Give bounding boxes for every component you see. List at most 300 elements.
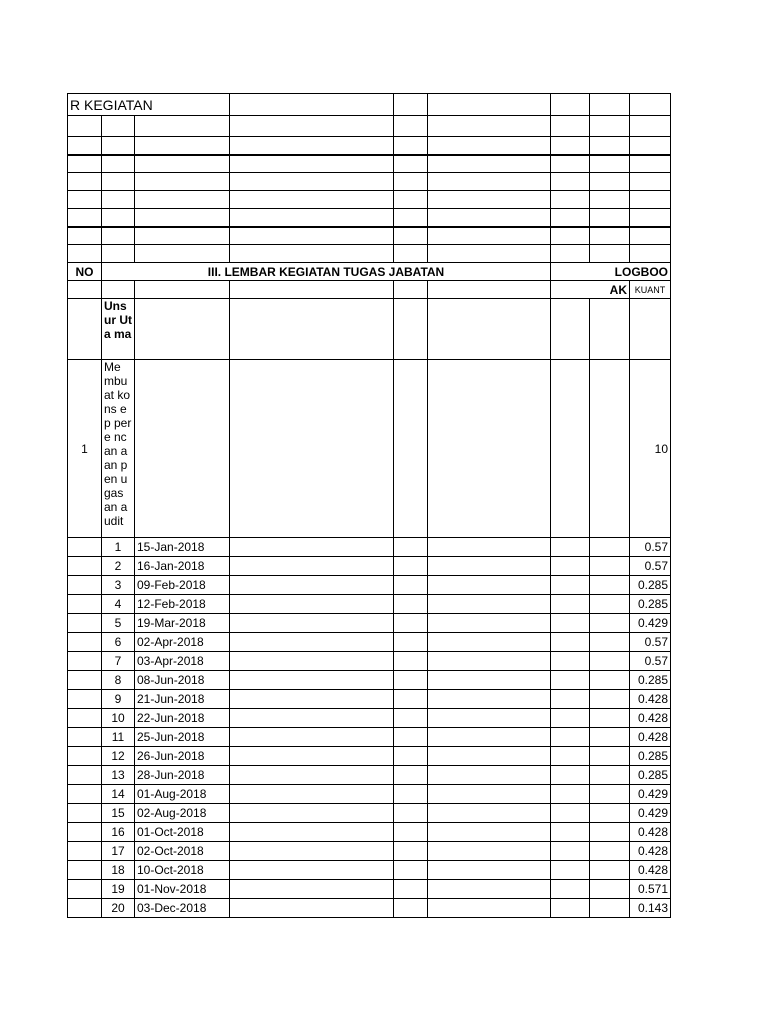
cell[interactable]: [590, 227, 630, 245]
cell[interactable]: [630, 116, 671, 137]
cell[interactable]: [68, 191, 102, 209]
cell[interactable]: [551, 766, 590, 785]
cell[interactable]: [394, 709, 428, 728]
cell[interactable]: [428, 899, 551, 918]
cell[interactable]: [68, 557, 102, 576]
cell[interactable]: [590, 785, 630, 804]
cell[interactable]: [590, 360, 630, 538]
cell[interactable]: [428, 614, 551, 633]
cell[interactable]: [428, 209, 551, 227]
cell[interactable]: [551, 576, 590, 595]
row-date[interactable]: 01-Oct-2018: [135, 823, 230, 842]
cell[interactable]: [630, 191, 671, 209]
row-date[interactable]: 22-Jun-2018: [135, 709, 230, 728]
cell[interactable]: [551, 614, 590, 633]
cell[interactable]: [68, 633, 102, 652]
cell[interactable]: [428, 155, 551, 173]
cell[interactable]: [428, 709, 551, 728]
cell[interactable]: [551, 155, 590, 173]
cell[interactable]: [428, 633, 551, 652]
row-value[interactable]: 0.285: [630, 766, 671, 785]
row-date[interactable]: 28-Jun-2018: [135, 766, 230, 785]
row-value[interactable]: 0.428: [630, 709, 671, 728]
table-row: [68, 690, 671, 709]
cell[interactable]: [590, 538, 630, 557]
cell[interactable]: [551, 538, 590, 557]
row-date[interactable]: 16-Jan-2018: [135, 557, 230, 576]
cell[interactable]: [230, 614, 394, 633]
cell[interactable]: [68, 245, 102, 263]
cell[interactable]: [630, 173, 671, 191]
cell[interactable]: [551, 227, 590, 245]
cell[interactable]: [630, 137, 671, 155]
cell[interactable]: [590, 671, 630, 690]
cell[interactable]: [590, 766, 630, 785]
row-date[interactable]: 15-Jan-2018: [135, 538, 230, 557]
cell[interactable]: [590, 209, 630, 227]
cell[interactable]: [230, 245, 394, 263]
cell[interactable]: [428, 804, 551, 823]
cell[interactable]: [68, 728, 102, 747]
cell[interactable]: [135, 245, 230, 263]
row-number[interactable]: 1: [102, 538, 135, 557]
cell[interactable]: [394, 690, 428, 709]
cell[interactable]: [135, 137, 230, 155]
cell[interactable]: [394, 671, 428, 690]
row-number[interactable]: 14: [102, 785, 135, 804]
row-date[interactable]: 03-Dec-2018: [135, 899, 230, 918]
cell[interactable]: [102, 209, 135, 227]
cell[interactable]: [590, 191, 630, 209]
cell[interactable]: [230, 191, 394, 209]
cell[interactable]: [590, 899, 630, 918]
cell[interactable]: [230, 227, 394, 245]
cell[interactable]: [590, 137, 630, 155]
cell[interactable]: [394, 728, 428, 747]
cell[interactable]: [394, 173, 428, 191]
blank-row: [68, 155, 671, 173]
cell[interactable]: [551, 690, 590, 709]
cell[interactable]: [230, 173, 394, 191]
cell[interactable]: [551, 633, 590, 652]
table-row: [68, 709, 671, 728]
cell[interactable]: [590, 861, 630, 880]
cell[interactable]: [68, 173, 102, 191]
row-value[interactable]: 0.429: [630, 804, 671, 823]
header-no[interactable]: NO: [68, 263, 102, 281]
cell[interactable]: [230, 899, 394, 918]
cell[interactable]: [230, 116, 394, 137]
table-row: [68, 652, 671, 671]
cell[interactable]: [394, 227, 428, 245]
cell[interactable]: [551, 209, 590, 227]
row-date[interactable]: 02-Aug-2018: [135, 804, 230, 823]
cell[interactable]: [428, 880, 551, 899]
row-date[interactable]: 02-Apr-2018: [135, 633, 230, 652]
cell[interactable]: [394, 652, 428, 671]
table-row: [68, 633, 671, 652]
cell[interactable]: [590, 557, 630, 576]
row-number[interactable]: 2: [102, 557, 135, 576]
cell[interactable]: [590, 804, 630, 823]
cell[interactable]: [135, 360, 230, 538]
cell[interactable]: [68, 880, 102, 899]
cell[interactable]: [102, 155, 135, 173]
cell[interactable]: [551, 861, 590, 880]
row-number[interactable]: 18: [102, 861, 135, 880]
cell[interactable]: [551, 899, 590, 918]
logbook-header[interactable]: LOGBOO: [551, 263, 671, 281]
cell[interactable]: [428, 281, 551, 299]
cell[interactable]: [230, 842, 394, 861]
sheet-title[interactable]: R KEGIATAN: [68, 94, 230, 116]
cell[interactable]: [551, 880, 590, 899]
cell[interactable]: [551, 245, 590, 263]
cell[interactable]: [230, 299, 394, 360]
row-value[interactable]: 0.285: [630, 576, 671, 595]
cell[interactable]: [394, 209, 428, 227]
row-value[interactable]: 0.571: [630, 880, 671, 899]
cell[interactable]: [135, 209, 230, 227]
cell[interactable]: [590, 614, 630, 633]
row-date[interactable]: 09-Feb-2018: [135, 576, 230, 595]
row-number[interactable]: 6: [102, 633, 135, 652]
row-number[interactable]: 4: [102, 595, 135, 614]
table-row: [68, 614, 671, 633]
cell[interactable]: [551, 804, 590, 823]
cell[interactable]: [551, 747, 590, 766]
row-date[interactable]: 08-Jun-2018: [135, 671, 230, 690]
cell[interactable]: [68, 155, 102, 173]
blank-row: [68, 209, 671, 227]
cell[interactable]: [68, 281, 102, 299]
cell[interactable]: [102, 116, 135, 137]
cell[interactable]: [551, 842, 590, 861]
row-date[interactable]: 01-Nov-2018: [135, 880, 230, 899]
cell[interactable]: [551, 823, 590, 842]
cell[interactable]: [68, 652, 102, 671]
row-value[interactable]: 0.57: [630, 633, 671, 652]
cell[interactable]: [102, 281, 135, 299]
cell[interactable]: [630, 155, 671, 173]
cell[interactable]: [230, 633, 394, 652]
cell[interactable]: [428, 173, 551, 191]
cell[interactable]: [590, 633, 630, 652]
cell[interactable]: [394, 576, 428, 595]
cell[interactable]: [551, 728, 590, 747]
cell[interactable]: [230, 728, 394, 747]
row-value[interactable]: 0.428: [630, 823, 671, 842]
row-date[interactable]: 12-Feb-2018: [135, 595, 230, 614]
cell[interactable]: [230, 360, 394, 538]
cell[interactable]: [590, 245, 630, 263]
cell[interactable]: [68, 137, 102, 155]
cell[interactable]: [102, 137, 135, 155]
cell[interactable]: [590, 576, 630, 595]
row-value[interactable]: 0.285: [630, 747, 671, 766]
cell[interactable]: [135, 191, 230, 209]
cell[interactable]: [551, 173, 590, 191]
cell[interactable]: [230, 137, 394, 155]
cell[interactable]: [230, 823, 394, 842]
cell[interactable]: [394, 880, 428, 899]
cell[interactable]: [102, 245, 135, 263]
row-number[interactable]: 13: [102, 766, 135, 785]
row-value[interactable]: 0.285: [630, 671, 671, 690]
cell[interactable]: [590, 880, 630, 899]
row-number[interactable]: 20: [102, 899, 135, 918]
cell[interactable]: [68, 614, 102, 633]
cell[interactable]: [428, 245, 551, 263]
cell[interactable]: [394, 360, 428, 538]
cell[interactable]: [230, 595, 394, 614]
cell[interactable]: [590, 709, 630, 728]
cell[interactable]: [394, 538, 428, 557]
row-number[interactable]: 8: [102, 671, 135, 690]
cell[interactable]: [590, 116, 630, 137]
cell[interactable]: [590, 652, 630, 671]
cell[interactable]: [394, 557, 428, 576]
cell[interactable]: [102, 173, 135, 191]
row-value[interactable]: 0.57: [630, 557, 671, 576]
cell[interactable]: [428, 576, 551, 595]
cell[interactable]: [428, 823, 551, 842]
cell[interactable]: [68, 709, 102, 728]
table-row: [68, 576, 671, 595]
row-number[interactable]: 19: [102, 880, 135, 899]
cell[interactable]: [428, 191, 551, 209]
cell[interactable]: [230, 766, 394, 785]
row-value[interactable]: 0.428: [630, 690, 671, 709]
row-date[interactable]: 03-Apr-2018: [135, 652, 230, 671]
cell[interactable]: [394, 299, 428, 360]
cell[interactable]: [428, 360, 551, 538]
cell[interactable]: [68, 576, 102, 595]
row-date[interactable]: 19-Mar-2018: [135, 614, 230, 633]
cell[interactable]: [630, 299, 671, 360]
cell[interactable]: [551, 652, 590, 671]
section-title[interactable]: III. LEMBAR KEGIATAN TUGAS JABATAN: [102, 263, 551, 281]
blank-row: [68, 245, 671, 263]
cell[interactable]: [230, 576, 394, 595]
cell[interactable]: [551, 557, 590, 576]
cell[interactable]: [230, 804, 394, 823]
cell[interactable]: [428, 785, 551, 804]
cell[interactable]: [394, 899, 428, 918]
cell[interactable]: [551, 785, 590, 804]
cell[interactable]: [394, 155, 428, 173]
cell[interactable]: [230, 155, 394, 173]
cell[interactable]: [135, 281, 230, 299]
cell[interactable]: [630, 209, 671, 227]
cell[interactable]: [394, 245, 428, 263]
cell[interactable]: [590, 155, 630, 173]
cell[interactable]: [230, 652, 394, 671]
row-number[interactable]: 11: [102, 728, 135, 747]
cell[interactable]: [394, 633, 428, 652]
cell[interactable]: [551, 709, 590, 728]
cell[interactable]: [102, 227, 135, 245]
cell[interactable]: [394, 137, 428, 155]
cell[interactable]: [394, 823, 428, 842]
cell[interactable]: [428, 227, 551, 245]
row-number[interactable]: 7: [102, 652, 135, 671]
cell[interactable]: [394, 804, 428, 823]
cell[interactable]: [68, 785, 102, 804]
cell[interactable]: [68, 861, 102, 880]
cell[interactable]: [590, 728, 630, 747]
cell[interactable]: [590, 595, 630, 614]
cell[interactable]: [590, 690, 630, 709]
cell[interactable]: [551, 360, 590, 538]
row-number[interactable]: 15: [102, 804, 135, 823]
cell[interactable]: [428, 538, 551, 557]
cell[interactable]: [428, 690, 551, 709]
cell[interactable]: [68, 842, 102, 861]
cell[interactable]: [68, 299, 102, 360]
row-date[interactable]: 26-Jun-2018: [135, 747, 230, 766]
cell[interactable]: [230, 209, 394, 227]
row-value[interactable]: 0.429: [630, 785, 671, 804]
cell[interactable]: [230, 861, 394, 880]
cell[interactable]: [135, 155, 230, 173]
cell[interactable]: [394, 116, 428, 137]
cell[interactable]: [551, 595, 590, 614]
cell[interactable]: [102, 191, 135, 209]
cell[interactable]: [230, 281, 394, 299]
cell[interactable]: [68, 804, 102, 823]
cell[interactable]: [590, 173, 630, 191]
cell[interactable]: [68, 766, 102, 785]
unsur-row: [68, 299, 671, 360]
cell[interactable]: [428, 842, 551, 861]
row-date[interactable]: 25-Jun-2018: [135, 728, 230, 747]
logbook-sheet: [67, 93, 671, 918]
unsur-label[interactable]: Uns ur Uta ma: [102, 299, 135, 360]
cell[interactable]: [394, 766, 428, 785]
cell[interactable]: [135, 116, 230, 137]
cell[interactable]: [551, 299, 590, 360]
cell[interactable]: [394, 747, 428, 766]
ak-header[interactable]: AK: [551, 281, 630, 299]
cell[interactable]: [428, 766, 551, 785]
cell[interactable]: [630, 94, 671, 116]
row-value[interactable]: 0.57: [630, 652, 671, 671]
cell[interactable]: [551, 94, 590, 116]
cell[interactable]: [68, 823, 102, 842]
cell[interactable]: [590, 842, 630, 861]
cell[interactable]: [428, 728, 551, 747]
cell[interactable]: [68, 227, 102, 245]
cell[interactable]: [590, 747, 630, 766]
cell[interactable]: [394, 861, 428, 880]
cell[interactable]: [68, 671, 102, 690]
cell[interactable]: [68, 209, 102, 227]
cell[interactable]: [230, 747, 394, 766]
cell[interactable]: [230, 690, 394, 709]
cell[interactable]: [394, 785, 428, 804]
cell[interactable]: [428, 557, 551, 576]
cell[interactable]: [551, 116, 590, 137]
cell[interactable]: [68, 899, 102, 918]
cell[interactable]: [428, 652, 551, 671]
cell[interactable]: [394, 94, 428, 116]
cell[interactable]: [590, 94, 630, 116]
row-value[interactable]: 0.428: [630, 728, 671, 747]
cell[interactable]: [428, 671, 551, 690]
cell[interactable]: [394, 191, 428, 209]
row-value[interactable]: 0.428: [630, 861, 671, 880]
cell[interactable]: [428, 116, 551, 137]
cell[interactable]: [68, 595, 102, 614]
cell[interactable]: [230, 709, 394, 728]
cell[interactable]: [68, 747, 102, 766]
row-value[interactable]: 0.429: [630, 614, 671, 633]
cell[interactable]: [551, 671, 590, 690]
cell[interactable]: [428, 94, 551, 116]
cell[interactable]: [230, 94, 394, 116]
cell[interactable]: [551, 137, 590, 155]
cell[interactable]: [394, 595, 428, 614]
row-number[interactable]: 16: [102, 823, 135, 842]
cell[interactable]: [230, 538, 394, 557]
cell[interactable]: [428, 747, 551, 766]
cell[interactable]: [630, 245, 671, 263]
cell[interactable]: [230, 880, 394, 899]
cell[interactable]: [428, 861, 551, 880]
table-row: [68, 842, 671, 861]
kuant-header[interactable]: KUANT: [630, 281, 671, 299]
cell[interactable]: [68, 690, 102, 709]
row-number[interactable]: 5: [102, 614, 135, 633]
cell[interactable]: [135, 299, 230, 360]
row-number[interactable]: 9: [102, 690, 135, 709]
row-number[interactable]: 17: [102, 842, 135, 861]
row-date[interactable]: 02-Oct-2018: [135, 842, 230, 861]
row-date[interactable]: 21-Jun-2018: [135, 690, 230, 709]
cell[interactable]: [428, 137, 551, 155]
row-number[interactable]: 3: [102, 576, 135, 595]
cell[interactable]: [135, 227, 230, 245]
cell[interactable]: [394, 614, 428, 633]
activity-no[interactable]: 1: [68, 360, 102, 538]
row-date[interactable]: 10-Oct-2018: [135, 861, 230, 880]
cell[interactable]: [394, 842, 428, 861]
cell[interactable]: [428, 595, 551, 614]
activity-description[interactable]: Me mbu at kons ep pere ncan aan pen ugas an audit: [102, 360, 135, 538]
row-date[interactable]: 01-Aug-2018: [135, 785, 230, 804]
cell[interactable]: [230, 785, 394, 804]
cell[interactable]: [230, 557, 394, 576]
cell[interactable]: [590, 299, 630, 360]
row-value[interactable]: 0.57: [630, 538, 671, 557]
cell[interactable]: [230, 671, 394, 690]
cell[interactable]: [68, 538, 102, 557]
activity-kuant-total[interactable]: 10: [630, 360, 671, 538]
row-value[interactable]: 0.428: [630, 842, 671, 861]
cell[interactable]: [428, 299, 551, 360]
row-value[interactable]: 0.143: [630, 899, 671, 918]
cell[interactable]: [551, 191, 590, 209]
cell[interactable]: [394, 281, 428, 299]
row-number[interactable]: 12: [102, 747, 135, 766]
row-number[interactable]: 10: [102, 709, 135, 728]
cell[interactable]: [135, 173, 230, 191]
cell[interactable]: [68, 116, 102, 137]
cell[interactable]: [630, 227, 671, 245]
row-value[interactable]: 0.285: [630, 595, 671, 614]
cell[interactable]: [590, 823, 630, 842]
